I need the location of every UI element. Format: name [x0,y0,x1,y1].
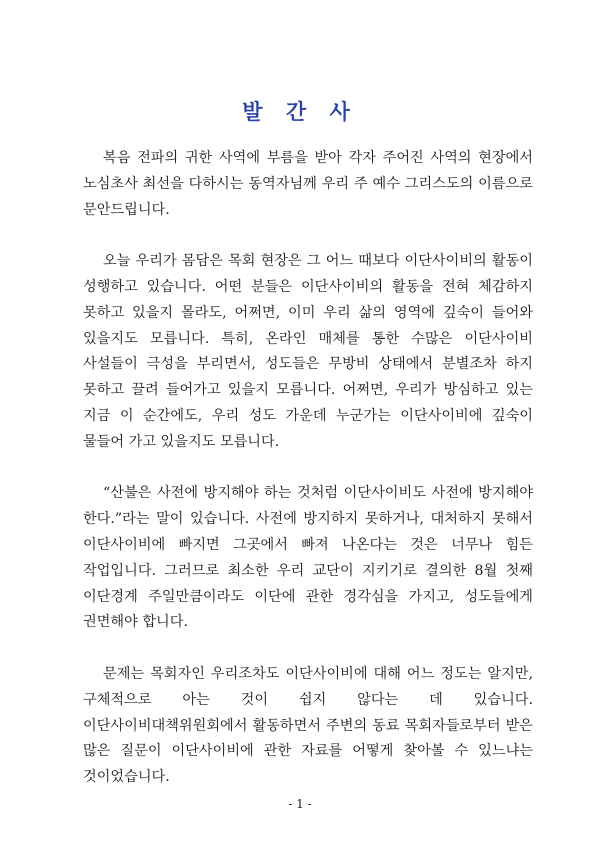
page-number: - 1 - [288,797,312,811]
page-title: 발 간 사 [242,100,358,124]
paragraph-prevention: “산불은 사전에 방지해야 하는 것처럼 이단사이비도 사전에 방지해야 한다.”라는 말이 있습니다. 사전에 방지하지 못하거나, 대처하지 못해서 이단사이비에 빠지면 그곳에서 빠져 나온다는 것은 너무나 힘든 작업입니다. 그러므로 최소한 우리 교단이 지키기로 결의한 8월 첫째 이단경계 주일만큼이라도 이단에 관한 경각심을 가지고, 성도들에게 권면해야 합니다. [83,485,533,631]
document-body [83,146,533,817]
paragraph-ministry-field: 오늘 우리가 몸담은 목회 현장은 그 어느 때보다 이단사이비의 활동이 성행하고 있습니다. 어떤 분들은 이단사이비의 활동을 전혀 체감하지 못하고 있을지 몰라도, 어쩌면, 이미 우리 삶의 영역에 깊숙이 들어와 있을지도 모릅니다. 특히, 온라인 매체를 통한 수많은 이단사이비 사설들이 극성을 부리면서, 성도들은 무방비 상태에서 분별조차 하지 못하고 끌려 들어가고 있을지 모릅니다. 어쩌면, 우리가 방심하고 있는 지금 이 순간에도, 우리 성도 가운데 누군가는 이단사이비에 깊숙이 물들어 가고 있을지도 모릅니다. [83,253,533,450]
paragraph-greeting: 복음 전파의 귀한 사역에 부름을 받아 각자 주어진 사역의 현장에서 노심초사 최선을 다하시는 동역자님께 우리 주 예수 그리스도의 이름으로 문안드립니다. [83,150,533,218]
paragraph-problem: 문제는 목회자인 우리조차도 이단사이비에 대해 어느 정도는 알지만, 구체적으로 아는 것이 쉽지 않다는 데 있습니다. 이단사이비대책위원회에서 활동하면서 주변의 동료 목회자들로부터 받은 많은 질문이 이단사이비에 관한 자료를 어떻게 찾아볼 수 있느냐는 것이었습니다. [83,665,533,786]
